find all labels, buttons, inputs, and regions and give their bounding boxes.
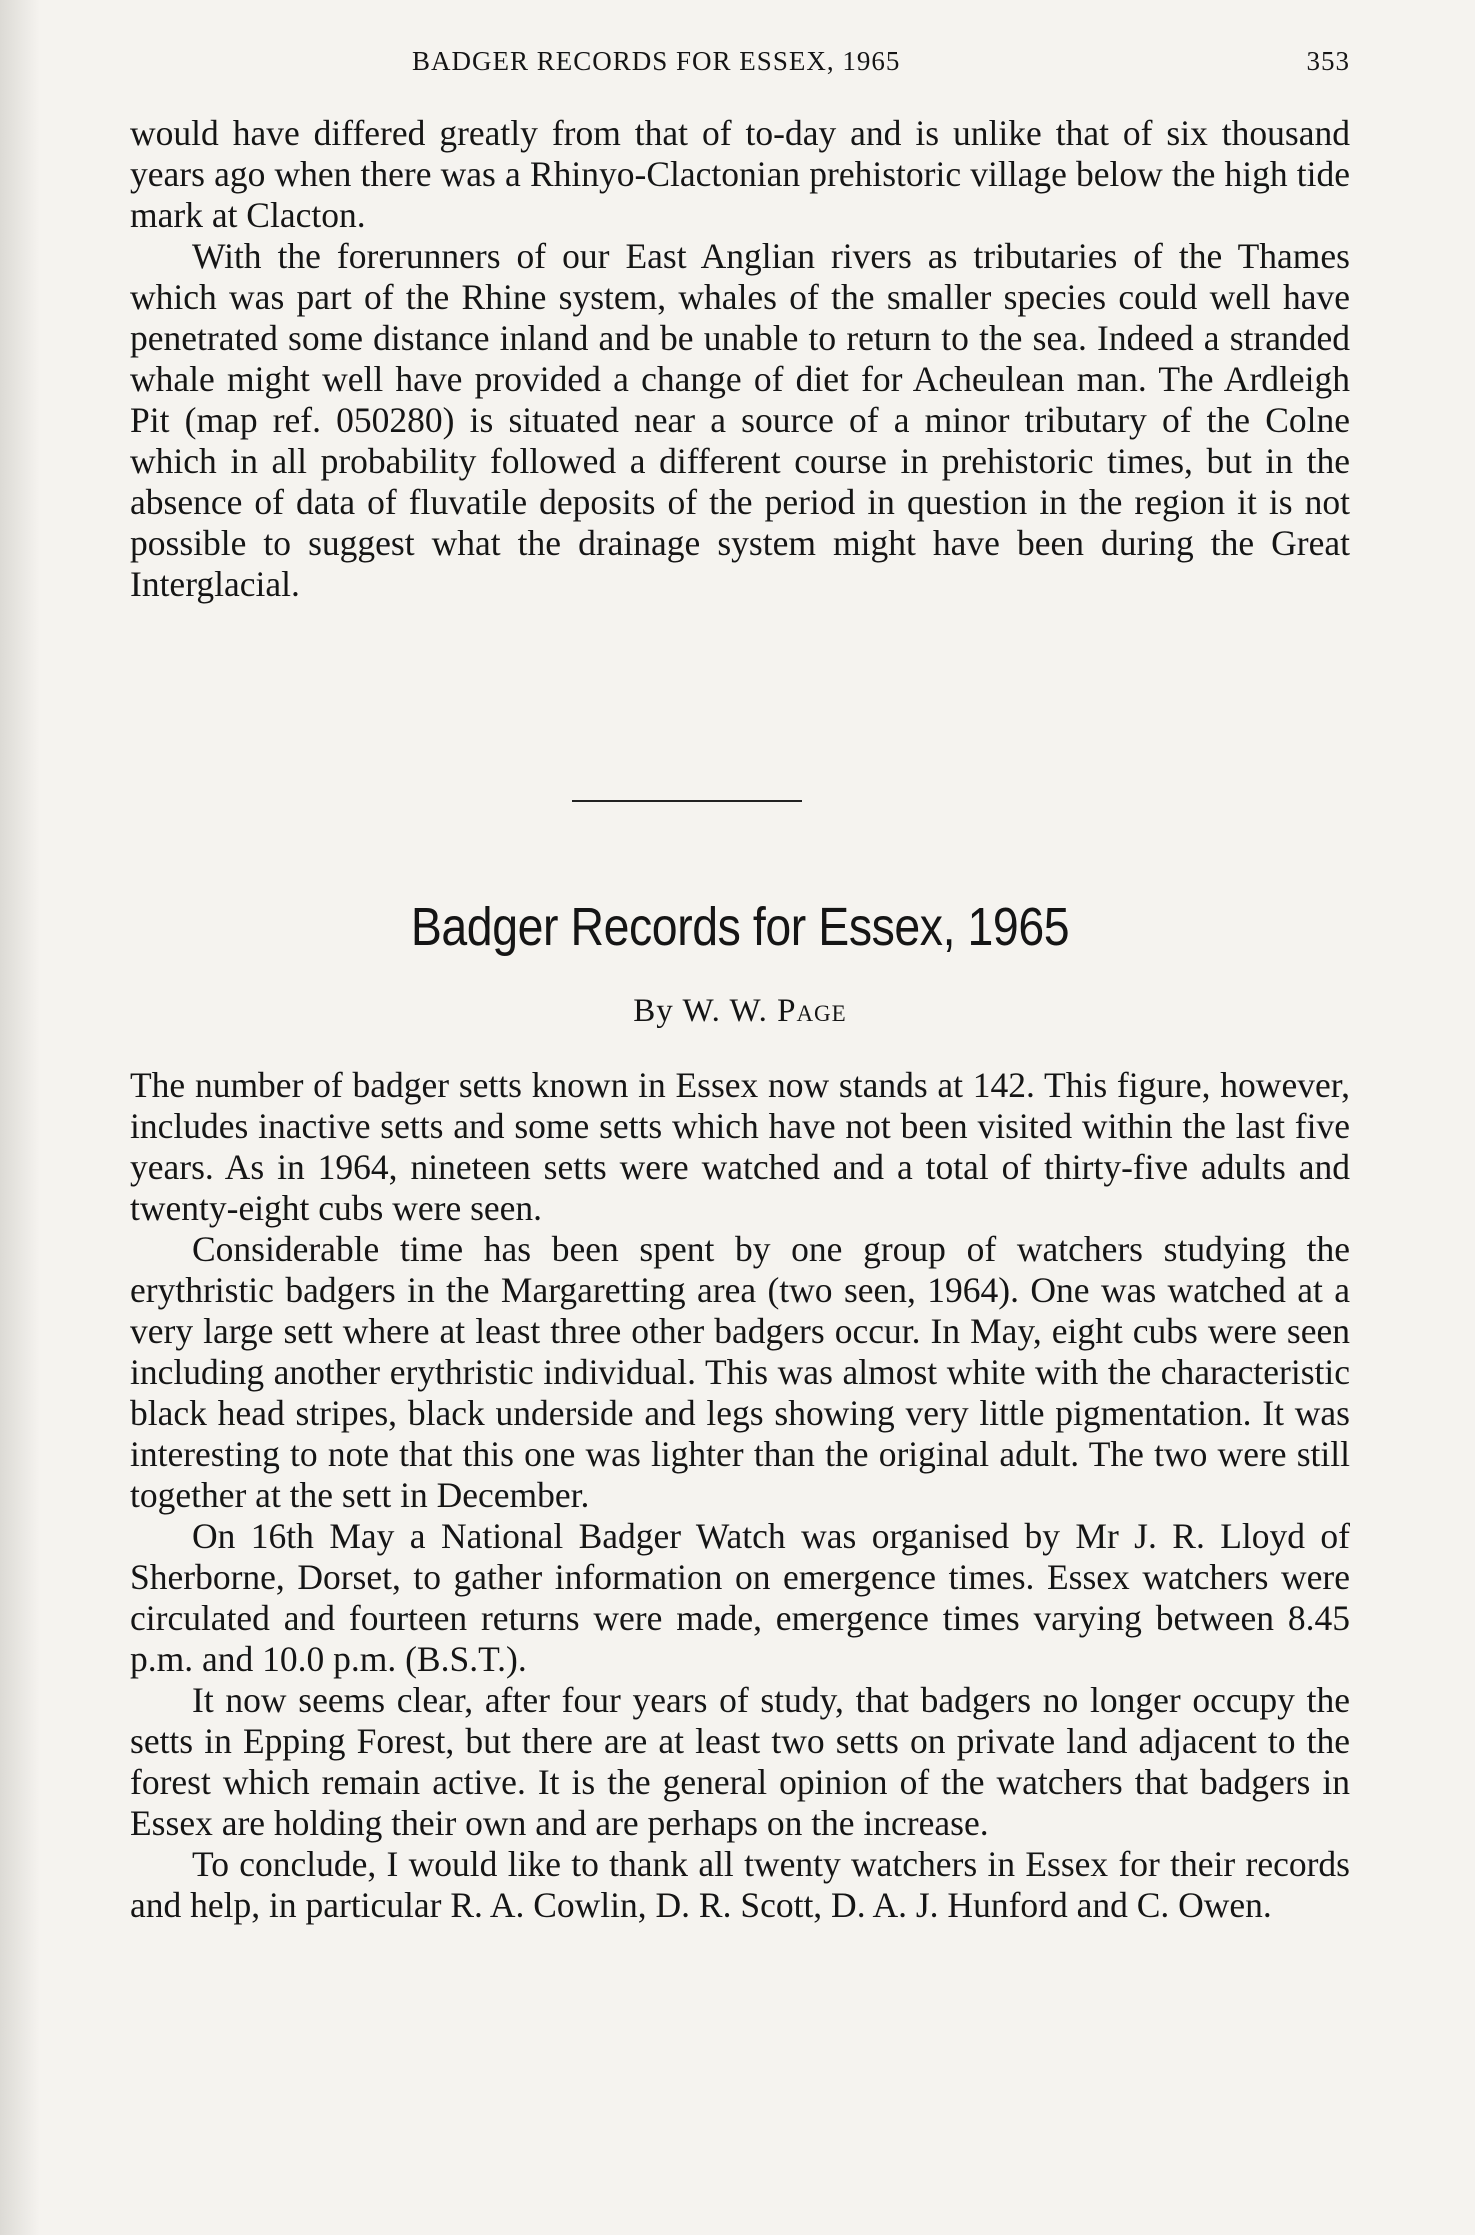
section-separator <box>572 800 802 802</box>
article-body <box>130 1065 1350 1926</box>
page-gutter-shadow <box>0 0 40 2235</box>
byline-author: Page <box>777 993 847 1029</box>
paragraph: With the forerunners of our East Anglian rivers as tributaries of the Thames which was part of the Rhine system, whales of the smaller species could well have penetrated some distance inland and be unable to return to the sea. Indeed a stranded whale might well have provided a change of diet for Acheulean man. The Ardleigh Pit (map ref. 050280) is situated near a source of a minor tributary of the Colne which in all probability followed a different course in prehistoric times, but in the absence of data of fluvatile deposits of the period in question in the region it is not possible to suggest what the drainage system might have been during the Great Interglacial. <box>130 236 1350 604</box>
paragraph: To conclude, I would like to thank all twenty watchers in Essex for their records and help, in particular R. A. Cowlin, D. R. Scott, D. A. J. Hunford and C. Owen. <box>130 1844 1350 1925</box>
paragraph: would have differed greatly from that of to-day and is unlike that of six thousand years ago when there was a Rhinyo-Clactonian prehistoric village below the high tide mark at Clacton. <box>130 113 1350 235</box>
paragraph: It now seems clear, after four years of study, that badgers no longer occupy the setts in Epping Forest, but there are at least two setts on private land adjacent to the forest which remain active. It is the general opinion of the watchers that badgers in Essex are holding their own and are perhaps on the increase. <box>130 1680 1350 1843</box>
byline-prefix: By W. W. <box>633 993 778 1029</box>
byline <box>130 993 1350 1030</box>
article-title: Badger Records for Essex, 1965 <box>410 897 1070 957</box>
paragraph: On 16th May a National Badger Watch was organised by Mr J. R. Lloyd of Sherborne, Dorset, to gather information on emergence times. Essex watchers were circulated and fourteen returns were made, emergence times varying between 8.45 p.m. and 10.0 p.m. (B.S.T.). <box>130 1516 1350 1679</box>
page-number: 353 <box>1306 46 1350 76</box>
running-head <box>130 46 1350 86</box>
paragraph: The number of badger setts known in Essex now stands at 142. This figure, however, includes inactive setts and some setts which have not been visited within the last five years. As in 1964, nineteen setts were watched and a total of thirty-five adults and twenty-eight cubs were seen. <box>130 1065 1350 1228</box>
previous-article-text <box>130 113 1350 605</box>
paragraph: Considerable time has been spent by one group of watchers studying the erythristic badgers in the Margaretting area (two seen, 1964). One was watched at a very large sett where at least three other badgers occur. In May, eight cubs were seen including another erythristic individual. This was almost white with the characteristic black head stripes, black underside and legs showing very little pigmentation. It was interesting to note that this one was lighter than the original adult. The two were still together at the sett in December. <box>130 1229 1350 1515</box>
running-title: BADGER RECORDS FOR ESSEX, 1965 <box>412 46 901 76</box>
